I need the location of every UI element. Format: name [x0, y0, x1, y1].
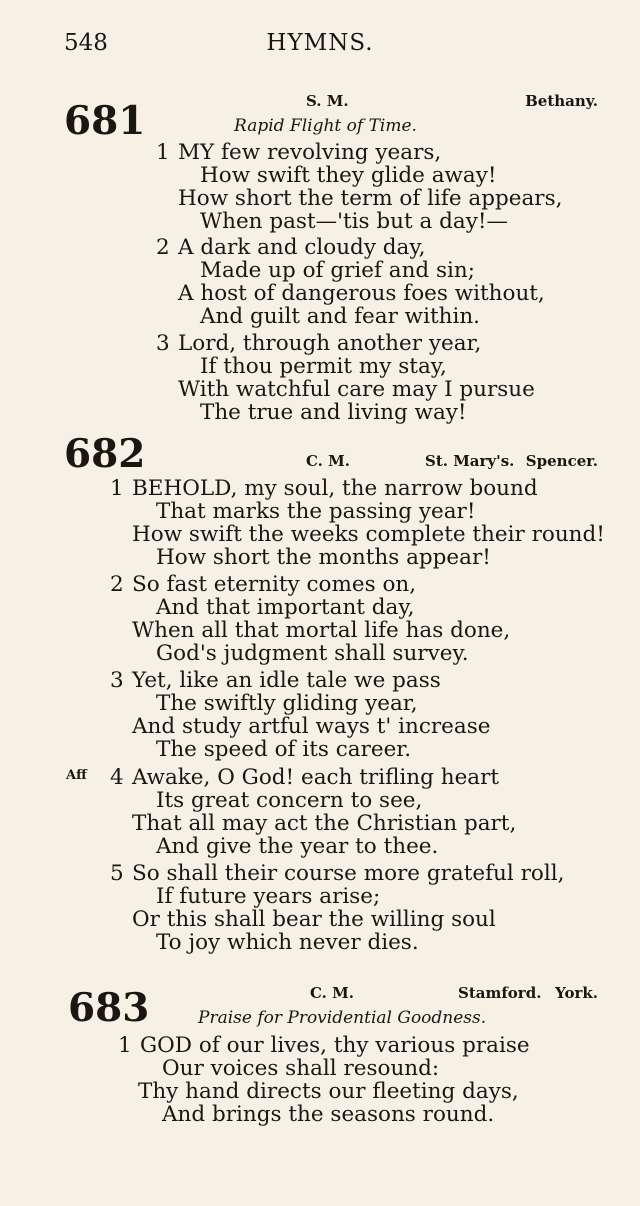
verse-line: And that important day,: [156, 595, 415, 620]
verse-number: 2: [156, 235, 170, 260]
verse-line: The swiftly gliding year,: [156, 691, 418, 716]
verse-number: 5: [110, 861, 124, 886]
tune-name: St. Mary's.: [425, 452, 515, 470]
verse-number: 2: [110, 572, 124, 597]
verse-line: How swift the weeks complete their round!: [132, 522, 605, 547]
verse-line: 3 Yet, like an idle tale we pass: [110, 668, 441, 693]
hymn-title: Praise for Providential Goodness.: [198, 1008, 487, 1028]
verse-line: With watchful care may I pursue: [178, 377, 535, 402]
verse-line: And guilt and fear within.: [200, 304, 481, 329]
verse-line: If thou permit my stay,: [200, 354, 447, 379]
verse-line: Made up of grief and sin;: [200, 258, 476, 283]
verse-line: 2 So fast eternity comes on,: [110, 572, 417, 597]
verse-number: 4: [110, 765, 124, 790]
verse-line: 1 BEHOLD, my soul, the narrow bound: [110, 476, 538, 501]
hymn-number: 683: [68, 985, 150, 1031]
verse-line: How short the months appear!: [156, 545, 491, 570]
verse-number: 1: [156, 140, 170, 165]
hymn-number: 682: [64, 431, 146, 477]
verse-line: The speed of its career.: [156, 737, 412, 762]
verse-line: 1 GOD of our lives, thy various praise: [118, 1033, 530, 1058]
verse-number: 3: [110, 668, 124, 693]
verse-line: 3 Lord, through another year,: [156, 331, 482, 356]
verse-line: To joy which never dies.: [156, 930, 419, 955]
verse-line: Thy hand directs our fleeting days,: [138, 1079, 519, 1104]
verse-line: 4 Awake, O God! each trifling heart: [110, 765, 500, 790]
verse-number: 1: [118, 1033, 132, 1058]
verse-number: 1: [110, 476, 124, 501]
verse-line: The true and living way!: [200, 400, 467, 425]
verse-line: 1 MY few revolving years,: [156, 140, 442, 165]
verse-line: A host of dangerous foes without,: [178, 281, 545, 306]
verse-line: 5 So shall their course more grateful roll,: [110, 861, 565, 886]
verse-line: How short the term of life appears,: [178, 186, 563, 211]
tune-name: Spencer.: [525, 452, 598, 470]
verse-line: And give the year to thee.: [156, 834, 439, 859]
meter-label: C. M.: [306, 452, 350, 470]
tune-name: Stamford.: [458, 984, 542, 1002]
verse-line: If future years arise;: [156, 884, 381, 909]
page-number: 548: [64, 30, 108, 56]
meter-label: S. M.: [306, 92, 349, 110]
verse-line: And brings the seasons round.: [162, 1102, 495, 1127]
verse-line: That marks the passing year!: [156, 499, 476, 524]
verse-line: When past—'tis but a day!—: [200, 209, 509, 234]
verse-line: Our voices shall resound:: [162, 1056, 440, 1081]
verse-line: How swift they glide away!: [200, 163, 497, 188]
verse-line: Or this shall bear the willing soul: [132, 907, 496, 932]
hymn-title: Rapid Flight of Time.: [234, 116, 417, 136]
tune-name: York.: [555, 984, 598, 1002]
verse-line: 2 A dark and cloudy day,: [156, 235, 426, 260]
verse-line: When all that mortal life has done,: [132, 618, 511, 643]
verse-line: And study artful ways t' increase: [132, 714, 491, 739]
running-head: HYMNS.: [266, 30, 374, 56]
hymn-number: 681: [64, 98, 146, 144]
meter-label: C. M.: [310, 984, 354, 1002]
verse-mark: Aff: [66, 768, 87, 783]
tune-name: Bethany.: [525, 92, 598, 110]
verse-line: God's judgment shall survey.: [156, 641, 469, 666]
verse-line: That all may act the Christian part,: [132, 811, 517, 836]
verse-number: 3: [156, 331, 170, 356]
verse-line: Its great concern to see,: [156, 788, 423, 813]
